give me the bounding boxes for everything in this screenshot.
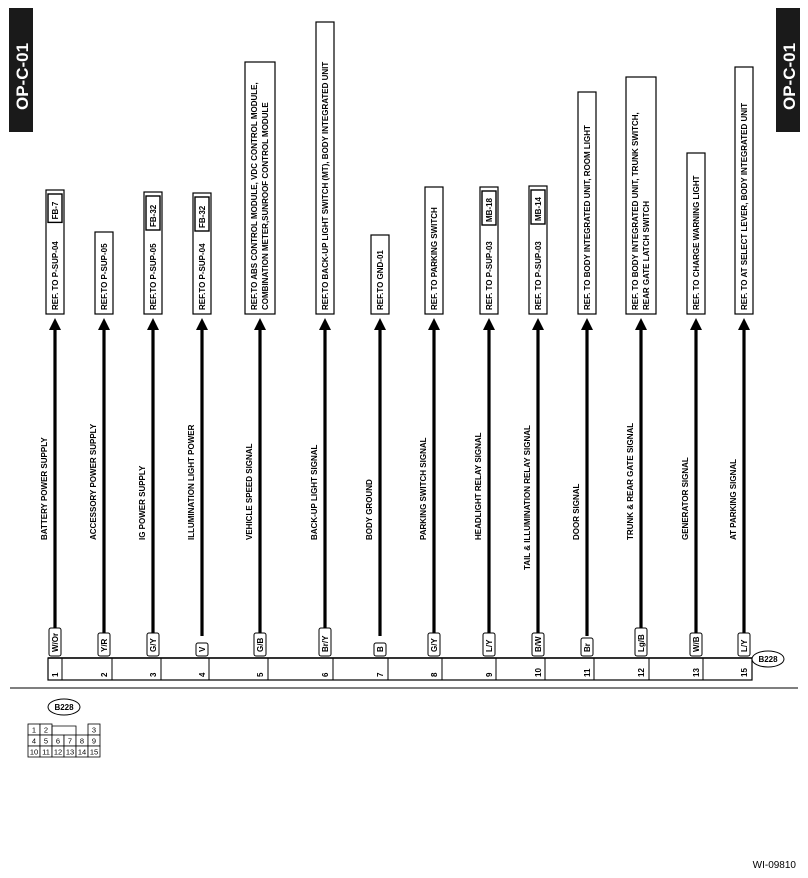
arrow-icon xyxy=(690,318,702,330)
legend-pin-label: 12 xyxy=(53,747,63,757)
pin-8-circuit xyxy=(419,187,443,677)
pin-15-circuit xyxy=(729,67,753,677)
pin-number: 11 xyxy=(583,668,592,677)
signal-label: PARKING SWITCH SIGNAL xyxy=(419,437,428,540)
pin-5-circuit xyxy=(245,62,275,677)
arrow-icon xyxy=(581,318,593,330)
reference-text: REF. TO BODY INTEGRATED UNIT, ROOM LIGHT xyxy=(583,125,592,310)
wire-color-label: W/Or xyxy=(51,632,60,652)
reference-text: REF.TO ABS CONTROL MODULE, VDC CONTROL MODULE, xyxy=(250,82,259,310)
arrow-icon xyxy=(98,318,110,330)
wire-color-label: B/W xyxy=(534,636,543,652)
arrow-icon xyxy=(483,318,495,330)
signal-label: IG POWER SUPPLY xyxy=(138,465,147,540)
legend-pin-label: 3 xyxy=(91,725,97,735)
legend-pin-label: 8 xyxy=(79,736,85,746)
reference-text-line2: COMBINATION METER,SUNROOF CONTROL MODULE xyxy=(261,102,270,310)
wire-color-label: Br/Y xyxy=(321,635,330,652)
reference-text: REF.TO P-SUP-04 xyxy=(198,243,207,310)
page-tab-right xyxy=(776,8,800,132)
arrow-icon xyxy=(254,318,266,330)
signal-label: TAIL & ILLUMINATION RELAY SIGNAL xyxy=(523,425,532,570)
pin-number: 4 xyxy=(198,672,207,677)
signal-label: ILLUMINATION LIGHT POWER xyxy=(187,424,196,540)
reference-text: REF. TO AT SELECT LEVER, BODY INTEGRATED UNIT xyxy=(740,102,749,310)
pin-number: 6 xyxy=(321,672,330,677)
pin-number: 2 xyxy=(100,672,109,677)
pin-1-circuit xyxy=(40,190,64,677)
pin-13-circuit xyxy=(681,153,705,677)
legend-pin-label: 13 xyxy=(65,747,75,757)
wire-color-label: L/Y xyxy=(740,639,749,652)
signal-label: DOOR SIGNAL xyxy=(572,483,581,540)
reference-text: REF. TO P-SUP-04 xyxy=(51,241,60,310)
legend-pin-label: 9 xyxy=(91,736,97,746)
arrow-icon xyxy=(635,318,647,330)
page-tab-left-label: OP-C-01 xyxy=(13,42,32,110)
legend-pin-label: 6 xyxy=(55,736,61,746)
pin-11-circuit xyxy=(572,92,596,677)
fuse-ref-label: MB-18 xyxy=(485,197,494,222)
legend-pin-label: 10 xyxy=(29,747,39,757)
pin-number: 10 xyxy=(534,668,543,677)
wire-color-label: Y/R xyxy=(100,638,109,652)
legend-pin-label: 4 xyxy=(31,736,37,746)
arrow-icon xyxy=(532,318,544,330)
signal-label: ACCESSORY POWER SUPPLY xyxy=(89,423,98,540)
pin-number: 1 xyxy=(51,672,60,677)
arrow-icon xyxy=(428,318,440,330)
wire-color-label: L/Y xyxy=(485,639,494,652)
pin-4-circuit xyxy=(187,193,211,677)
signal-label: BODY GROUND xyxy=(365,479,374,540)
fuse-ref-label: FB-32 xyxy=(198,205,207,228)
fuse-ref-label: MB-14 xyxy=(534,196,543,221)
reference-text: REF.TO P-SUP-05 xyxy=(149,243,158,310)
legend-pin-label: 2 xyxy=(43,725,49,735)
reference-text: REF.TO GND-01 xyxy=(376,250,385,310)
legend-pin-label: 11 xyxy=(42,747,50,757)
reference-text: REF. TO P-SUP-03 xyxy=(485,241,494,310)
figure-id: WI-09810 xyxy=(752,860,796,871)
reference-text: REF. TO PARKING SWITCH xyxy=(430,207,439,310)
legend-pin-label: 5 xyxy=(43,736,49,746)
pin-6-circuit xyxy=(310,22,334,677)
wire-color-label: G/B xyxy=(256,637,265,652)
arrow-icon xyxy=(738,318,750,330)
connector-legend-name: B228 xyxy=(54,703,74,712)
wire-color-label: G/Y xyxy=(149,638,158,652)
wire-color-label: W/B xyxy=(692,636,701,652)
pin-7-circuit xyxy=(365,235,389,677)
reference-text-line2: REAR GATE LATCH SWITCH xyxy=(642,200,651,310)
arrow-icon xyxy=(374,318,386,330)
legend-pin-label: 14 xyxy=(77,747,87,757)
pin-number: 13 xyxy=(692,668,701,677)
pin-2-circuit xyxy=(89,232,113,677)
reference-text: REF. TO BODY INTEGRATED UNIT, TRUNK SWITCH, xyxy=(631,112,640,310)
signal-label: BATTERY POWER SUPPLY xyxy=(40,437,49,540)
legend-pin-label: 7 xyxy=(67,736,73,746)
connector-name: B228 xyxy=(758,655,778,664)
wire-color-label: V xyxy=(198,646,207,652)
pin-number: 8 xyxy=(430,672,439,677)
pin-number: 12 xyxy=(637,668,646,677)
pin-number: 7 xyxy=(376,672,385,677)
signal-label: AT PARKING SIGNAL xyxy=(729,458,738,540)
reference-text: REF. TO CHARGE WARNING LIGHT xyxy=(692,175,701,310)
pin-10-circuit xyxy=(523,186,547,677)
arrow-icon xyxy=(49,318,61,330)
signal-label: VEHICLE SPEED SIGNAL xyxy=(245,443,254,540)
wire-color-label: Lg/B xyxy=(637,634,646,652)
fuse-ref-label: FB-32 xyxy=(149,204,158,227)
pin-9-circuit xyxy=(474,187,498,677)
pin-number: 5 xyxy=(256,672,265,677)
fuse-ref-label: FB-7 xyxy=(51,201,60,220)
page-tab-right-label: OP-C-01 xyxy=(780,42,799,110)
legend-key-notch xyxy=(52,726,76,735)
connector-pin-grid xyxy=(28,724,100,757)
signal-label: HEADLIGHT RELAY SIGNAL xyxy=(474,432,483,540)
signal-label: GENERATOR SIGNAL xyxy=(681,457,690,540)
signal-label: TRUNK & REAR GATE SIGNAL xyxy=(626,422,635,540)
arrow-icon xyxy=(147,318,159,330)
pin-3-circuit xyxy=(138,192,162,677)
pin-12-circuit xyxy=(626,77,656,677)
connector-name-badge xyxy=(752,651,784,667)
legend-pin-label: 1 xyxy=(31,725,37,735)
reference-text: REF. TO P-SUP-03 xyxy=(534,241,543,310)
pin-number: 9 xyxy=(485,672,494,677)
legend-pin-label: 15 xyxy=(89,747,99,757)
wire-group xyxy=(40,22,753,677)
pin-number: 3 xyxy=(149,672,158,677)
reference-text: REF.TO P-SUP-05 xyxy=(100,243,109,310)
signal-label: BACK-UP LIGHT SIGNAL xyxy=(310,444,319,540)
arrow-icon xyxy=(319,318,331,330)
wire-color-label: G/Y xyxy=(430,638,439,652)
page-tab-left xyxy=(9,8,33,132)
pin-number: 15 xyxy=(740,668,749,677)
wire-color-label: Br xyxy=(583,643,592,652)
arrow-icon xyxy=(196,318,208,330)
connector-legend xyxy=(28,699,100,757)
reference-text: REF.TO BACK-UP LIGHT SWITCH (MT), BODY INTEGRATED UNIT xyxy=(321,61,330,310)
wire-color-label: B xyxy=(376,646,385,652)
